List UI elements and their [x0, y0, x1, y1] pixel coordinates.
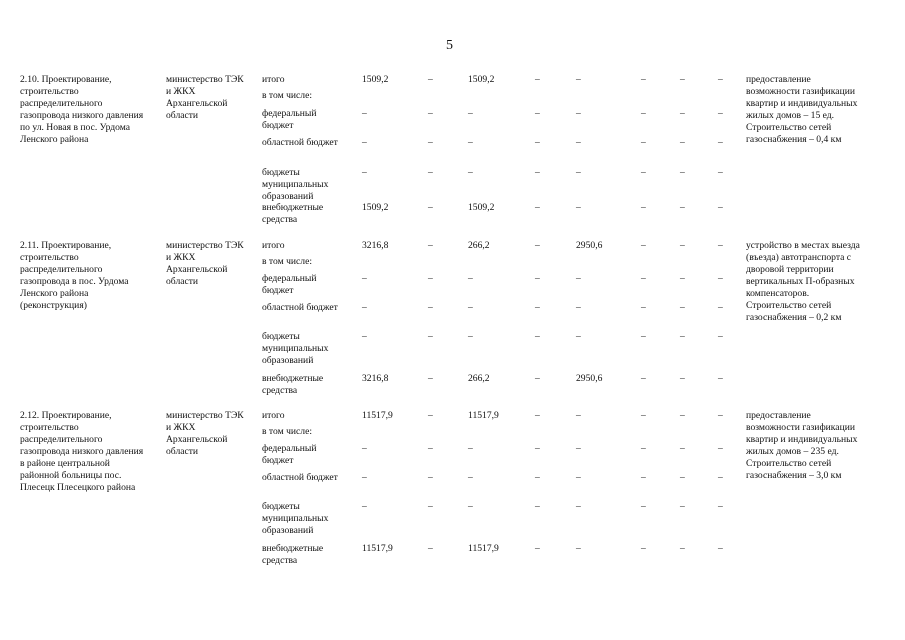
row-label: федеральный бюджет — [262, 108, 317, 131]
cell: – — [641, 273, 646, 284]
cell: 11517,9 — [468, 543, 499, 554]
cell: – — [535, 108, 540, 119]
cell: – — [428, 202, 433, 213]
cell: 266,2 — [468, 373, 490, 384]
ministry: министерство ТЭК и ЖКХ Архангельской области — [166, 74, 244, 121]
cell: – — [641, 443, 646, 454]
cell: – — [576, 273, 581, 284]
cell: – — [468, 472, 473, 483]
cell: – — [428, 443, 433, 454]
cell: – — [576, 302, 581, 313]
cell: – — [641, 108, 646, 119]
cell: – — [535, 501, 540, 512]
cell: – — [641, 373, 646, 384]
cell: – — [576, 202, 581, 213]
cell: – — [641, 543, 646, 554]
cell: – — [576, 410, 581, 421]
cell: – — [718, 443, 723, 454]
page-number: 5 — [446, 38, 453, 53]
cell: – — [535, 443, 540, 454]
cell: – — [468, 167, 473, 178]
cell: – — [718, 501, 723, 512]
row-label: бюджеты муниципальных образований — [262, 501, 329, 536]
cell: – — [718, 331, 723, 342]
project-title: 2.11. Проектирование, строительство распределительного газопровода в пос. Урдома Ленского района (реконструкция) — [20, 240, 129, 311]
row-label: в том числе: — [262, 90, 313, 101]
cell: 11517,9 — [362, 543, 393, 554]
row-label: областной бюджет — [262, 137, 338, 148]
cell: – — [468, 302, 473, 313]
cell: – — [362, 108, 367, 119]
cell: – — [428, 373, 433, 384]
row-label: в том числе: — [262, 426, 313, 437]
cell: – — [428, 472, 433, 483]
cell: – — [468, 273, 473, 284]
cell: – — [576, 137, 581, 148]
cell: – — [428, 501, 433, 512]
cell: – — [362, 501, 367, 512]
cell: – — [468, 443, 473, 454]
cell: – — [428, 543, 433, 554]
cell: 1509,2 — [468, 74, 495, 85]
cell: – — [428, 167, 433, 178]
cell: – — [428, 410, 433, 421]
row-label: внебюджетные средства — [262, 543, 324, 566]
cell: – — [718, 373, 723, 384]
row-label: бюджеты муниципальных образований — [262, 167, 329, 202]
project-result: предоставление возможности газификации квартир и индивидуальных жилых домов – 15 ед. Строительство сетей газоснабжения – 0,4 км — [746, 74, 858, 145]
cell: – — [680, 240, 685, 251]
cell: – — [428, 302, 433, 313]
cell: – — [680, 331, 685, 342]
cell: – — [535, 273, 540, 284]
cell: – — [641, 472, 646, 483]
cell: – — [468, 137, 473, 148]
cell: 3216,8 — [362, 240, 389, 251]
cell: – — [718, 137, 723, 148]
row-label: внебюджетные средства — [262, 202, 324, 225]
cell: – — [428, 331, 433, 342]
cell: – — [362, 443, 367, 454]
cell: – — [718, 273, 723, 284]
cell: 3216,8 — [362, 373, 389, 384]
cell: – — [428, 108, 433, 119]
cell: – — [535, 167, 540, 178]
cell: – — [468, 331, 473, 342]
cell: 11517,9 — [362, 410, 393, 421]
project-result: устройство в местах выезда (въезда) автотранспорта с дворовой территории вертикальных П-образных компенсаторов. Строительство сетей газоснабжения – 0,2 км — [746, 240, 860, 323]
cell: – — [680, 472, 685, 483]
cell: – — [680, 410, 685, 421]
cell: – — [535, 240, 540, 251]
row-label: областной бюджет — [262, 472, 338, 483]
cell: – — [680, 501, 685, 512]
cell: 1509,2 — [468, 202, 495, 213]
cell: – — [576, 472, 581, 483]
cell: 11517,9 — [468, 410, 499, 421]
cell: – — [641, 410, 646, 421]
cell: – — [680, 443, 685, 454]
cell: – — [535, 137, 540, 148]
cell: – — [718, 302, 723, 313]
cell: – — [718, 472, 723, 483]
row-label: итого — [262, 240, 285, 251]
cell: – — [362, 167, 367, 178]
cell: – — [641, 501, 646, 512]
cell: – — [362, 273, 367, 284]
cell: – — [535, 410, 540, 421]
cell: – — [641, 331, 646, 342]
ministry: министерство ТЭК и ЖКХ Архангельской области — [166, 240, 244, 287]
project-result: предоставление возможности газификации квартир и индивидуальных жилых домов – 235 ед. Строительство сетей газоснабжения – 3,0 км — [746, 410, 858, 481]
cell: – — [718, 108, 723, 119]
cell: – — [718, 543, 723, 554]
row-label: бюджеты муниципальных образований — [262, 331, 329, 366]
cell: – — [680, 108, 685, 119]
cell: – — [468, 501, 473, 512]
cell: – — [641, 202, 646, 213]
row-label: итого — [262, 410, 285, 421]
cell: – — [718, 74, 723, 85]
cell: 266,2 — [468, 240, 490, 251]
cell: – — [718, 167, 723, 178]
cell: – — [718, 240, 723, 251]
cell: – — [468, 108, 473, 119]
cell: – — [362, 137, 367, 148]
cell: – — [535, 74, 540, 85]
row-label: федеральный бюджет — [262, 443, 317, 466]
cell: – — [718, 410, 723, 421]
cell: – — [680, 137, 685, 148]
row-label: итого — [262, 74, 285, 85]
cell: – — [641, 302, 646, 313]
cell: – — [576, 543, 581, 554]
cell: – — [428, 273, 433, 284]
row-label: федеральный бюджет — [262, 273, 317, 296]
cell: 1509,2 — [362, 202, 389, 213]
cell: – — [576, 74, 581, 85]
cell: – — [680, 167, 685, 178]
cell: – — [576, 443, 581, 454]
cell: – — [576, 108, 581, 119]
cell: – — [718, 202, 723, 213]
cell: – — [641, 167, 646, 178]
cell: 2950,6 — [576, 240, 603, 251]
cell: – — [428, 137, 433, 148]
project-title: 2.12. Проектирование, строительство распределительного газопровода низкого давления в районе центральной районной больницы пос. Плесецк Плесецкого района — [20, 410, 144, 493]
row-label: внебюджетные средства — [262, 373, 324, 396]
cell: – — [362, 472, 367, 483]
cell: – — [641, 137, 646, 148]
cell: – — [680, 373, 685, 384]
cell: – — [535, 472, 540, 483]
project-title: 2.10. Проектирование, строительство распределительного газопровода низкого давления по ул. Новая в пос. Урдома Ленского района — [20, 74, 144, 145]
cell: 2950,6 — [576, 373, 603, 384]
cell: – — [535, 373, 540, 384]
cell: – — [641, 74, 646, 85]
cell: – — [576, 167, 581, 178]
cell: – — [362, 331, 367, 342]
cell: – — [362, 302, 367, 313]
cell: – — [576, 501, 581, 512]
cell: – — [428, 74, 433, 85]
cell: 1509,2 — [362, 74, 389, 85]
ministry: министерство ТЭК и ЖКХ Архангельской области — [166, 410, 244, 457]
cell: – — [535, 302, 540, 313]
cell: – — [576, 331, 581, 342]
cell: – — [641, 240, 646, 251]
cell: – — [680, 302, 685, 313]
row-label: в том числе: — [262, 256, 313, 267]
cell: – — [535, 202, 540, 213]
row-label: областной бюджет — [262, 302, 338, 313]
cell: – — [535, 543, 540, 554]
cell: – — [680, 74, 685, 85]
cell: – — [680, 273, 685, 284]
cell: – — [535, 331, 540, 342]
cell: – — [680, 202, 685, 213]
cell: – — [428, 240, 433, 251]
cell: – — [680, 543, 685, 554]
